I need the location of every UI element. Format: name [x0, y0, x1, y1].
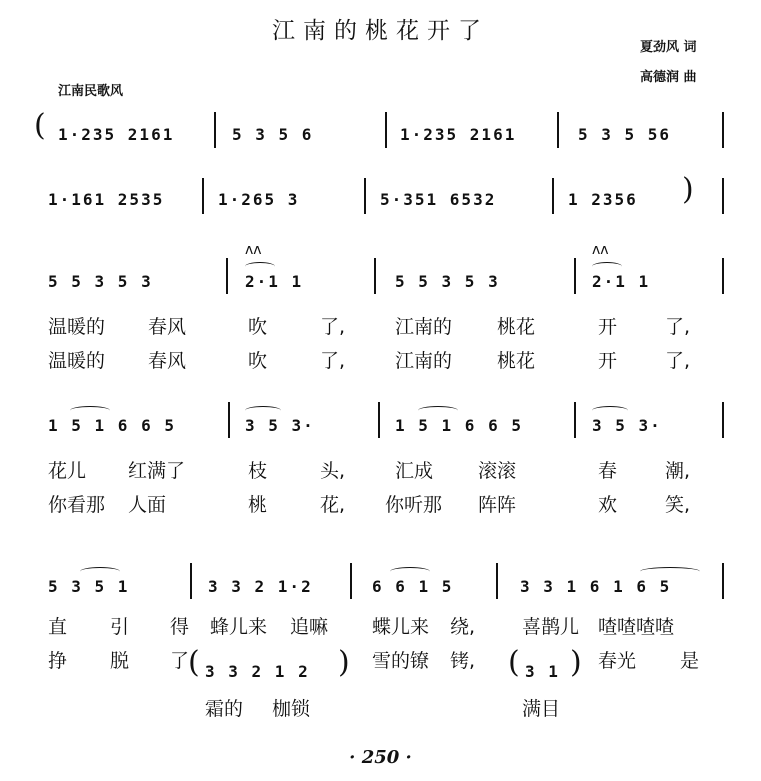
barline	[722, 258, 724, 294]
measure: 3 3 1 6 1 6 5	[520, 577, 672, 596]
barline	[214, 112, 216, 148]
measure: 3 3 2 1·2	[208, 577, 313, 596]
mordent-icon: ʌʌ	[592, 242, 609, 258]
barline	[202, 178, 204, 214]
barline	[350, 563, 352, 599]
slur	[70, 406, 110, 415]
barline	[574, 402, 576, 438]
measure: 5 5 3 5 3	[395, 272, 500, 291]
composer-credit: 高德润 曲	[640, 70, 697, 85]
measure: 5 3 5 56	[578, 125, 672, 144]
measure: 5 3 5 6	[232, 125, 314, 144]
measure: 5·351 6532	[380, 190, 497, 209]
lyric-verse-1: 温暖的 春风 吹 了, 江南的 桃花 开 了,	[48, 316, 691, 338]
barline	[226, 258, 228, 294]
slur	[80, 567, 120, 576]
measure: 1·235 2161	[400, 125, 517, 144]
alt-measure: 3 3 2 1 2	[205, 662, 310, 681]
alt-measure: 3 1	[525, 662, 560, 681]
measure: 1 5 1 6 6 5	[48, 416, 176, 435]
measure: 5 5 3 5 3	[48, 272, 153, 291]
style-note: 江南民歌风	[58, 84, 124, 99]
close-paren: )	[570, 645, 582, 680]
slur	[245, 262, 275, 271]
measure: 5 3 5 1	[48, 577, 130, 596]
slur	[390, 567, 430, 576]
measure: 3 5 3·	[592, 416, 662, 435]
measure: 1 5 1 6 6 5	[395, 416, 523, 435]
close-paren: )	[338, 645, 350, 680]
close-paren: )	[682, 172, 694, 207]
barline	[364, 178, 366, 214]
open-paren: (	[188, 645, 200, 680]
barline	[378, 402, 380, 438]
measure: 1·235 2161	[58, 125, 175, 144]
measure: 1 2356	[568, 190, 638, 209]
measure: 1·265 3	[218, 190, 300, 209]
open-paren: (	[34, 108, 46, 143]
lyricist-credit: 夏劲风 词	[640, 40, 697, 55]
slur	[418, 406, 458, 415]
lyric-verse-1: 直 引 得 蜂儿来 追嘛 蝶儿来 绕, 喜鹊儿 喳喳喳喳	[48, 616, 675, 638]
song-title: 江南的桃花开了	[272, 18, 489, 44]
measure: 3 5 3·	[245, 416, 315, 435]
barline	[557, 112, 559, 148]
slur	[592, 406, 628, 415]
lyric-verse-2: 温暖的 春风 吹 了, 江南的 桃花 开 了,	[48, 350, 691, 372]
barline	[722, 402, 724, 438]
lyric-verse-2: 挣 脱 了 雪的镣 铐, 春光 是	[48, 650, 700, 672]
barline	[552, 178, 554, 214]
measure: 2·1 1	[592, 272, 651, 291]
barline	[228, 402, 230, 438]
barline	[574, 258, 576, 294]
lyric-verse-1: 花儿 红满了 枝 头, 汇成 滚滚 春 潮,	[48, 460, 691, 482]
measure: 6 6 1 5	[372, 577, 454, 596]
barline	[374, 258, 376, 294]
open-paren: (	[508, 645, 520, 680]
lyric-verse-2: 你看那 人面 桃 花, 你听那 阵阵 欢 笑,	[48, 494, 691, 516]
page-number: · 250 ·	[349, 747, 412, 768]
barline	[722, 563, 724, 599]
barline	[722, 112, 724, 148]
slur	[592, 262, 622, 271]
slur	[245, 406, 281, 415]
measure: 1·161 2535	[48, 190, 165, 209]
slur	[640, 567, 700, 576]
measure: 2·1 1	[245, 272, 304, 291]
mordent-icon: ʌʌ	[245, 242, 262, 258]
lyric-alt: 霜的 枷锁 满目	[205, 698, 561, 720]
barline	[722, 178, 724, 214]
barline	[496, 563, 498, 599]
barline	[385, 112, 387, 148]
barline	[190, 563, 192, 599]
